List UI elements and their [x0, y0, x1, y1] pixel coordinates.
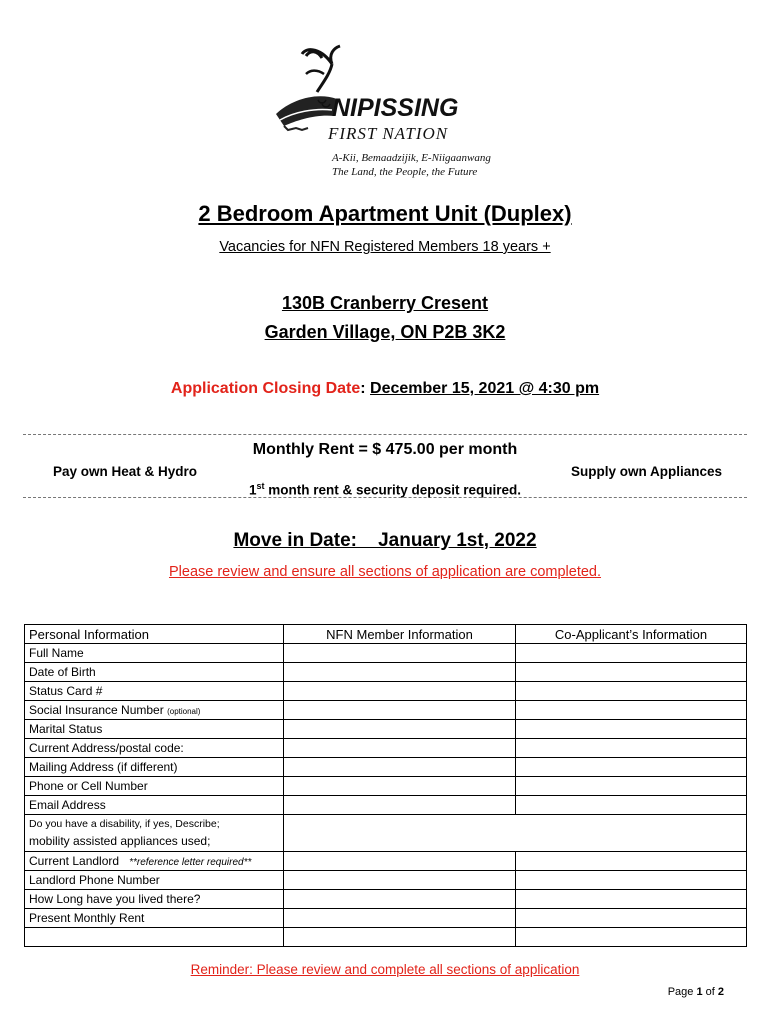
logo-tagline-2: The Land, the People, the Future	[332, 166, 478, 178]
deposit-note	[23, 481, 747, 498]
table-row	[25, 852, 747, 871]
member-field[interactable]	[284, 758, 516, 777]
row-label: Status Card #	[25, 682, 284, 701]
table-row	[25, 796, 747, 815]
heat-hydro-note: Pay own Heat & Hydro	[53, 464, 198, 479]
appliances-note: Supply own Appliances	[570, 464, 722, 479]
deposit-number: 1	[248, 482, 257, 498]
application-table	[24, 624, 747, 947]
table-row	[25, 663, 747, 682]
table-row	[25, 720, 747, 739]
nfn-logo	[262, 44, 502, 189]
table-row	[25, 909, 747, 928]
closing-date-colon: :	[360, 380, 371, 397]
row-label: Present Monthly Rent	[25, 909, 284, 928]
address-line-1: 130B Cranberry Cresent	[281, 293, 489, 313]
co-applicant-field[interactable]	[516, 682, 747, 701]
row-label: Mailing Address (if different)	[25, 758, 284, 777]
member-field[interactable]	[284, 739, 516, 758]
closing-date-line	[0, 380, 770, 398]
page-of: of	[702, 986, 718, 998]
member-field[interactable]	[284, 720, 516, 739]
page-number	[668, 986, 724, 998]
closing-date-label: Application Closing Date	[170, 380, 361, 397]
table-row	[25, 777, 747, 796]
row-label: Full Name	[25, 644, 284, 663]
member-field[interactable]	[284, 796, 516, 815]
logo-name: NIPISSING	[332, 94, 459, 122]
page-prefix: Page	[667, 986, 697, 998]
member-field[interactable]	[284, 928, 516, 947]
empty-label-cell	[25, 928, 284, 947]
disability-field[interactable]	[284, 815, 747, 852]
row-label: Current Address/postal code:	[25, 739, 284, 758]
co-applicant-field[interactable]	[516, 644, 747, 663]
co-applicant-field[interactable]	[516, 909, 747, 928]
sin-optional-note: (optional)	[167, 707, 201, 716]
member-field[interactable]	[284, 644, 516, 663]
co-applicant-field[interactable]	[516, 852, 747, 871]
deposit-text: month rent & security deposit required.	[264, 482, 522, 498]
reference-letter-note: **reference letter required**	[129, 857, 252, 868]
address-line-2: Garden Village, ON P2B 3K2	[264, 322, 506, 342]
monthly-rent: Monthly Rent = $ 475.00 per month	[252, 441, 518, 458]
logo-tagline-1: A-Kii, Bemaadzijik, E-Niigaanwang	[332, 152, 491, 164]
table-row-disability	[25, 815, 747, 852]
table-row	[25, 701, 747, 720]
table-row	[25, 682, 747, 701]
row-label	[25, 701, 284, 720]
table-row	[25, 644, 747, 663]
co-applicant-field[interactable]	[516, 871, 747, 890]
table-row	[25, 739, 747, 758]
reminder-note: Reminder: Please review and complete all sections of application	[190, 962, 580, 977]
page-title: 2 Bedroom Apartment Unit (Duplex)	[198, 201, 572, 226]
table-row-empty	[25, 928, 747, 947]
disability-question: Do you have a disability, if yes, Describe;	[29, 818, 220, 830]
table-row	[25, 871, 747, 890]
member-field[interactable]	[284, 909, 516, 928]
row-label	[25, 852, 284, 871]
header-nfn-member: NFN Member Information	[284, 625, 516, 644]
member-field[interactable]	[284, 777, 516, 796]
co-applicant-field[interactable]	[516, 739, 747, 758]
page-current: 1	[696, 986, 703, 998]
landlord-label: Current Landlord	[29, 854, 120, 868]
member-field[interactable]	[284, 871, 516, 890]
row-label: Phone or Cell Number	[25, 777, 284, 796]
sin-label: Social Insurance Number	[29, 703, 164, 717]
member-field[interactable]	[284, 682, 516, 701]
co-applicant-field[interactable]	[516, 758, 747, 777]
move-in-date: Move in Date: January 1st, 2022	[233, 530, 537, 551]
co-applicant-field[interactable]	[516, 701, 747, 720]
table-row	[25, 890, 747, 909]
member-field[interactable]	[284, 663, 516, 682]
mobility-question: mobility assisted appliances used;	[29, 834, 211, 848]
closing-date-value: December 15, 2021 @ 4:30 pm	[370, 380, 600, 397]
member-field[interactable]	[284, 852, 516, 871]
rent-box	[23, 434, 747, 498]
row-label: Email Address	[25, 796, 284, 815]
review-note: Please review and ensure all sections of application are completed.	[168, 564, 602, 580]
page-total: 2	[717, 986, 724, 998]
co-applicant-field[interactable]	[516, 663, 747, 682]
table-row	[25, 758, 747, 777]
member-field[interactable]	[284, 701, 516, 720]
row-label: Landlord Phone Number	[25, 871, 284, 890]
header-personal-info: Personal Information	[25, 625, 284, 644]
co-applicant-field[interactable]	[516, 720, 747, 739]
row-label: Date of Birth	[25, 663, 284, 682]
row-label: How Long have you lived there?	[25, 890, 284, 909]
logo-subname: FIRST NATION	[328, 124, 449, 143]
co-applicant-field[interactable]	[516, 890, 747, 909]
page-subtitle: Vacancies for NFN Registered Members 18 years +	[219, 239, 551, 255]
header-co-applicant: Co-Applicant’s Information	[516, 625, 747, 644]
co-applicant-field[interactable]	[516, 928, 747, 947]
row-label: Marital Status	[25, 720, 284, 739]
disability-label	[25, 815, 284, 852]
table-header-row	[25, 625, 747, 644]
deposit-ordinal: st	[256, 481, 265, 491]
member-field[interactable]	[284, 890, 516, 909]
co-applicant-field[interactable]	[516, 796, 747, 815]
co-applicant-field[interactable]	[516, 777, 747, 796]
